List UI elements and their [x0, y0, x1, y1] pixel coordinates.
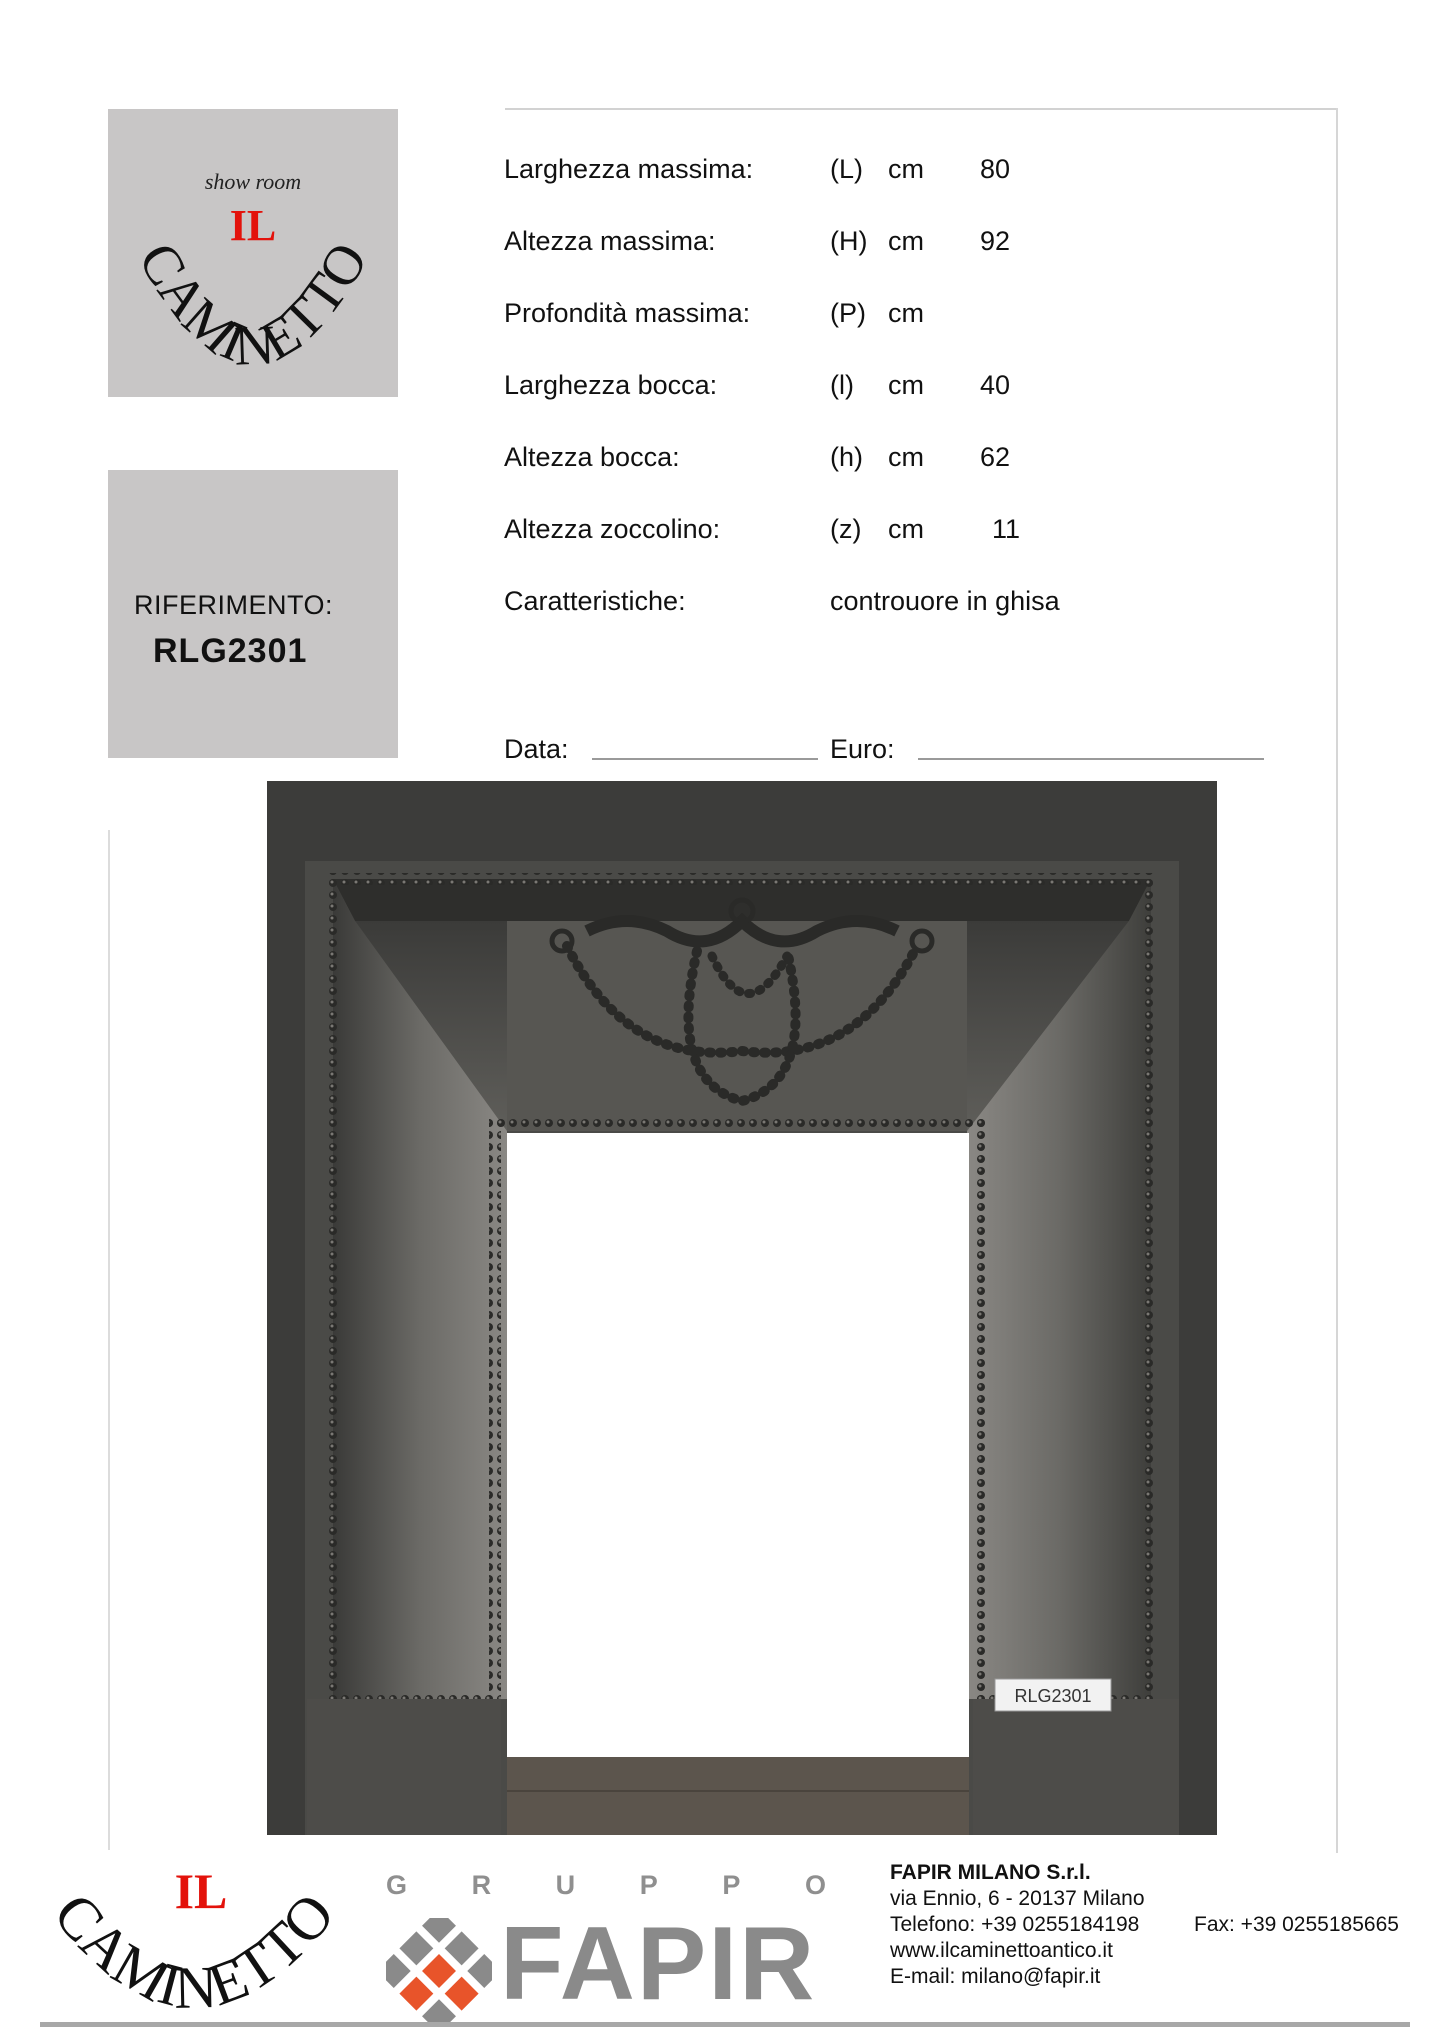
company-email[interactable]: E-mail: milano@fapir.it: [890, 1965, 1101, 1988]
footer-logo-caminetto: CAMINETTO: [41, 1880, 347, 2010]
spec-unit: cm: [888, 370, 924, 400]
gruppo-fapir-logo: [386, 1870, 856, 2020]
reference-label: RIFERIMENTO:: [134, 590, 334, 620]
spec-symbol: (l): [830, 370, 854, 400]
showroom-text: show room: [204, 169, 302, 194]
spec-label: Larghezza massima:: [504, 154, 754, 184]
spec-symbol: (P): [830, 298, 866, 328]
frame-left-rule: [108, 830, 110, 1850]
spec-symbol: (H): [830, 226, 868, 256]
gruppo-letter: U: [555, 1870, 576, 1900]
spec-unit: cm: [888, 154, 924, 184]
svg-text:RLG2301: RLG2301: [1014, 1686, 1092, 1706]
company-phone: Telefono: +39 0255184198: [890, 1913, 1140, 1936]
spec-value: 62: [980, 442, 1011, 472]
floor: [507, 1757, 969, 1835]
spec-label: Altezza zoccolino:: [504, 514, 721, 544]
gruppo-letter: O: [804, 1870, 826, 1900]
logo-il: IL: [229, 201, 277, 250]
gruppo-letter: R: [471, 1870, 492, 1900]
date-field-line[interactable]: [592, 758, 818, 760]
header-logo: [108, 109, 398, 397]
product-photo: [267, 781, 1217, 1835]
spec-value: 80: [980, 154, 1011, 184]
fapir-diamond-icon: [386, 1918, 492, 2024]
gruppo-letter: G: [386, 1870, 408, 1900]
gruppo-letter: P: [639, 1870, 658, 1900]
footer-logo-il: IL: [174, 1863, 228, 1919]
company-website[interactable]: www.ilcaminettoantico.it: [890, 1939, 1113, 1962]
spec-label: Profondità massima:: [504, 298, 751, 328]
company-name: FAPIR MILANO S.r.l.: [890, 1861, 1091, 1884]
spec-label: Larghezza bocca:: [504, 370, 718, 400]
spec-value: 92: [980, 226, 1011, 256]
spec-unit: cm: [888, 514, 924, 544]
spec-symbol: (z): [830, 514, 862, 544]
spec-value: 11: [992, 514, 1021, 544]
footer-caminetto-logo: [34, 1860, 364, 2010]
spec-symbol: (L): [830, 154, 863, 184]
caminetto-logo-graphic: [108, 109, 398, 397]
footer-rule: [40, 2022, 1410, 2027]
frame-right-rule: [1336, 108, 1338, 1853]
gruppo-word: [386, 1870, 826, 1901]
spec-symbol: (h): [830, 442, 863, 472]
spec-unit: cm: [888, 442, 924, 472]
company-address: via Ennio, 6 - 20137 Milano: [890, 1887, 1145, 1910]
features-label: Caratteristiche:: [504, 586, 686, 616]
spec-label: Altezza massima:: [504, 226, 716, 256]
company-info: [890, 1860, 1399, 1990]
features-value: controuore in ghisa: [830, 586, 1060, 616]
logo-caminetto: CAMINETTO: [125, 232, 381, 378]
fireplace-opening: [507, 1133, 969, 1757]
company-fax: Fax: +39 0255185665: [1194, 1913, 1399, 1936]
spec-value: 40: [980, 370, 1011, 400]
reference-box: [108, 470, 398, 758]
reference-code: RLG2301: [153, 632, 308, 670]
date-label: Data:: [504, 734, 569, 764]
gruppo-letter: P: [722, 1870, 741, 1900]
euro-field-line[interactable]: [918, 758, 1264, 760]
photo-tag: [995, 1679, 1111, 1711]
spec-label: Altezza bocca:: [504, 442, 680, 472]
fapir-wordmark: FAPIR: [500, 1906, 817, 2022]
frame-top-rule: [505, 108, 1337, 110]
spec-unit: cm: [888, 226, 924, 256]
spec-unit: cm: [888, 298, 924, 328]
euro-label: Euro:: [830, 734, 895, 764]
